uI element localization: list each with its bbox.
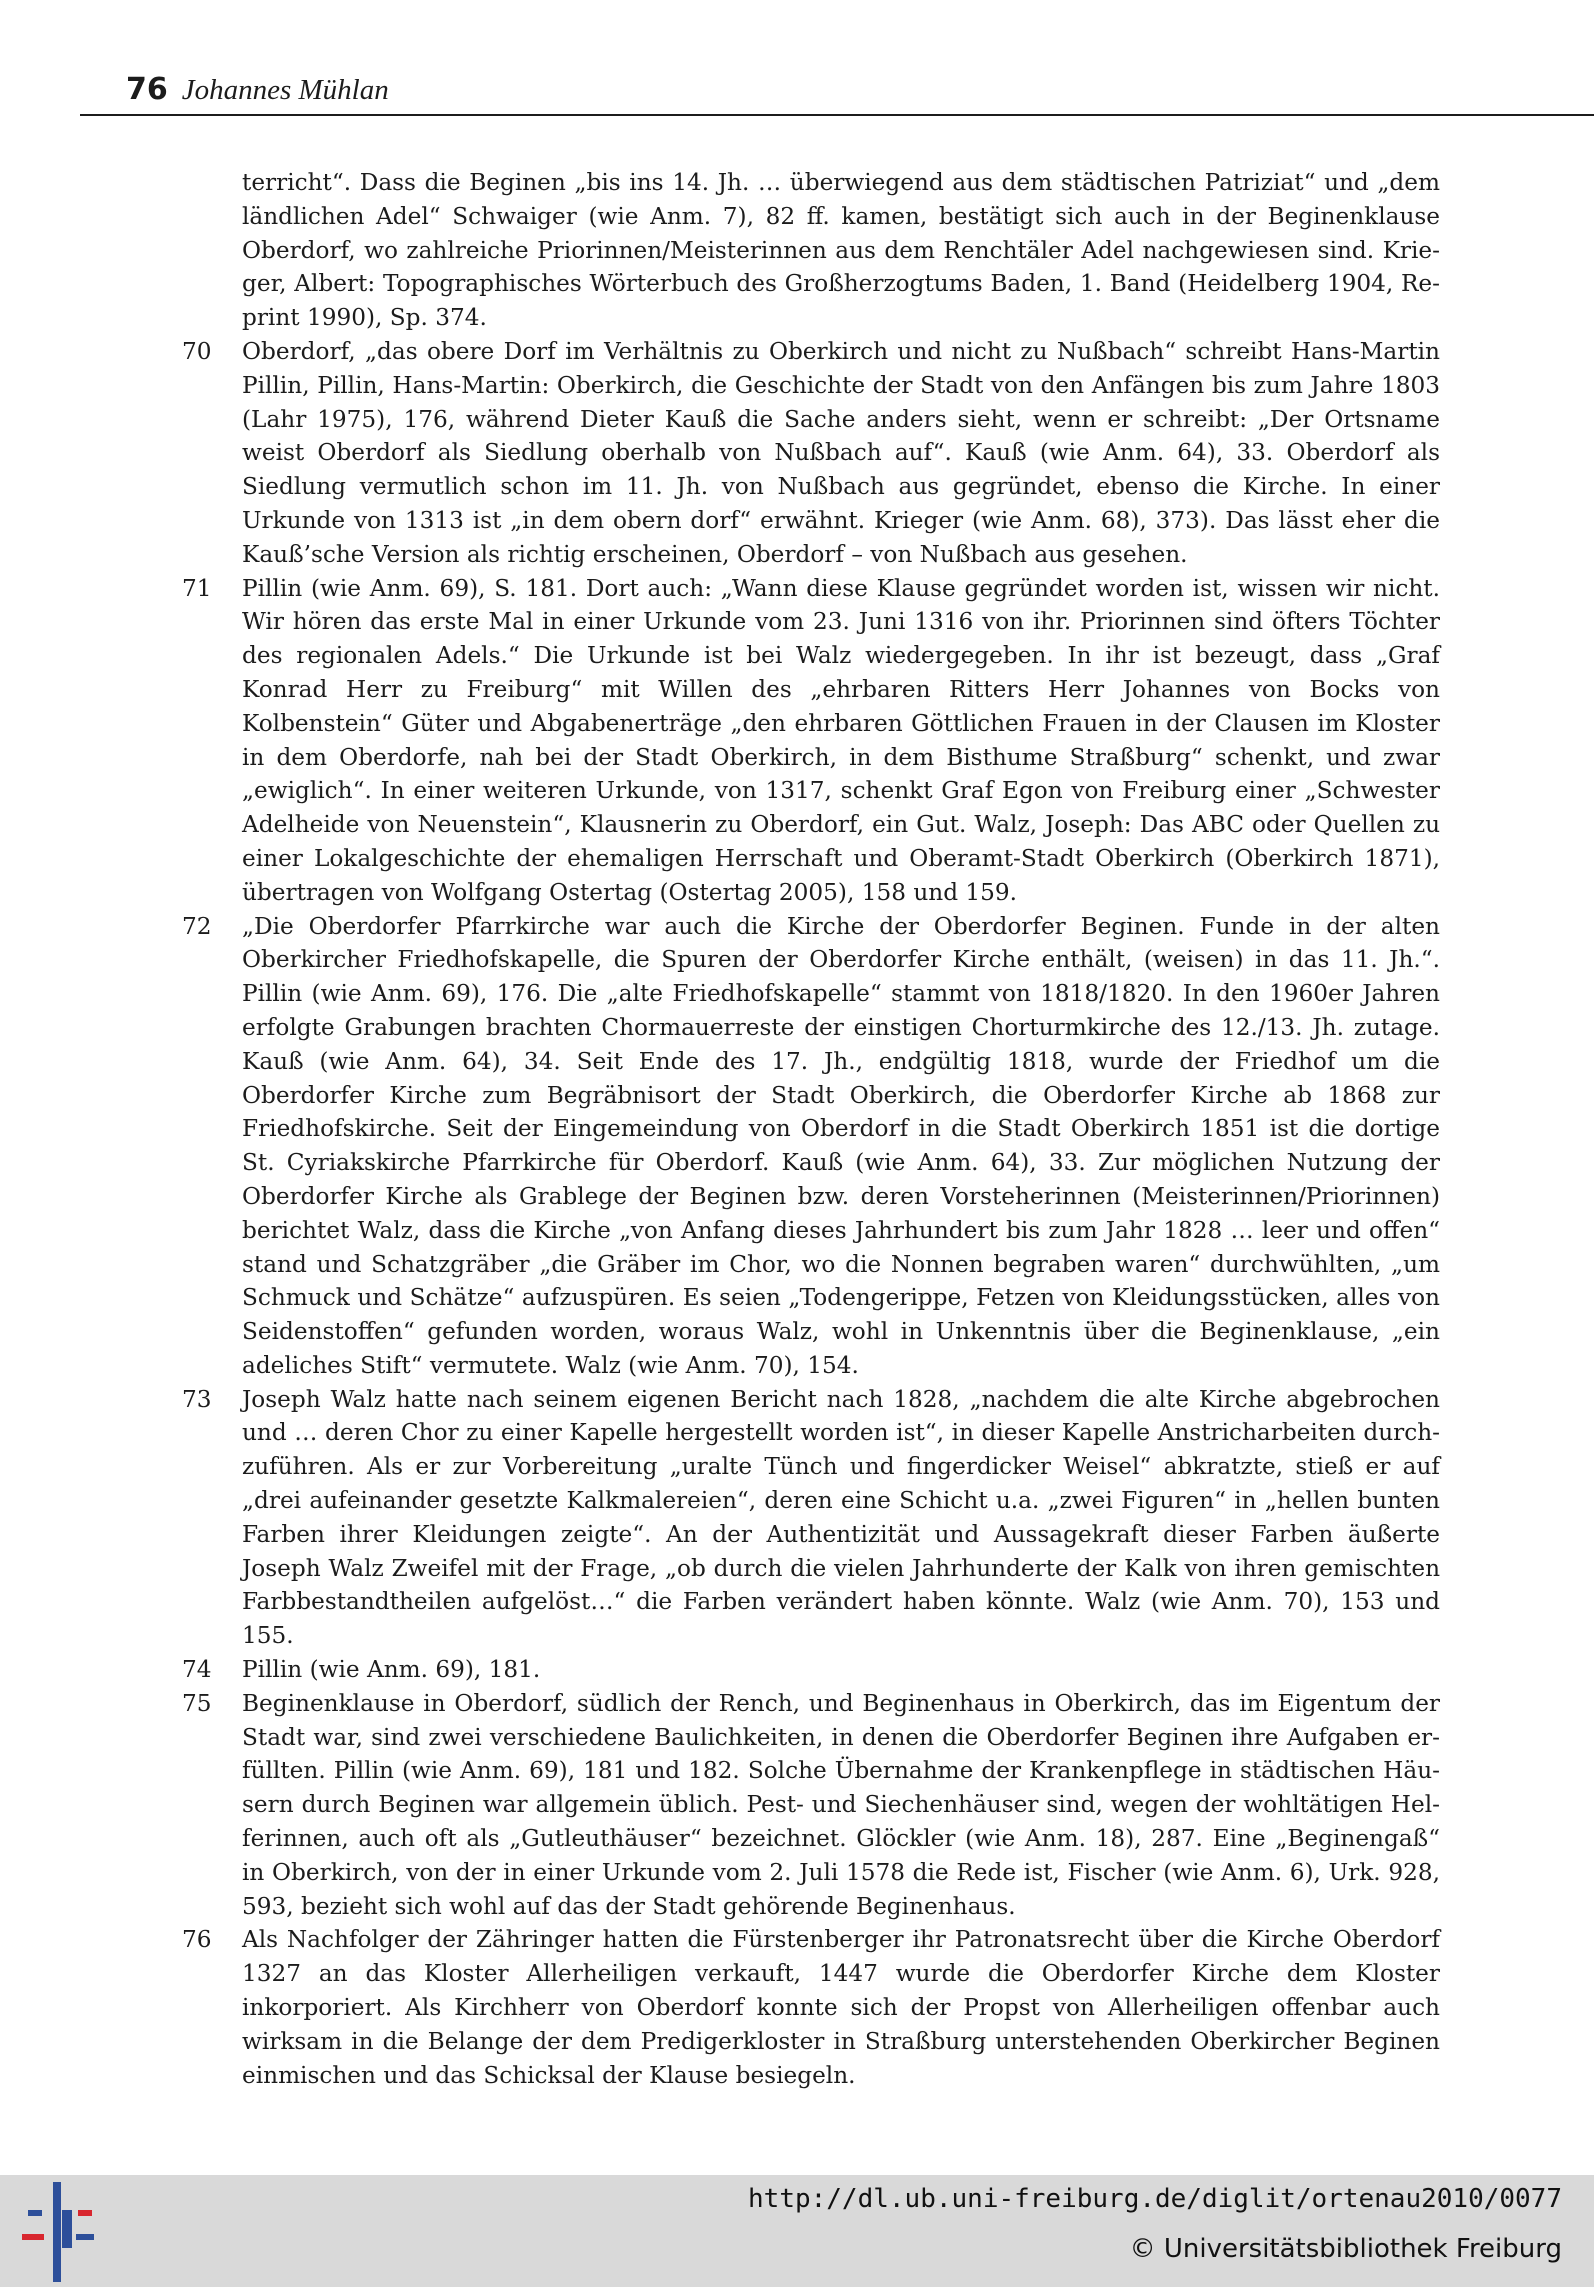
- footnote-number: 74: [182, 1656, 212, 1684]
- footnote-text: „Die Oberdorfer Pfarrkirche war auch die Kirche der Oberdorfer Beginen. Funde in der alten Oberkircher Friedhofskapelle, die Spuren der Oberdorfer Kirche enthält, (weisen) in das 11. Jh.“. Pillin (wie Anm. 69), 176. Die „alte Friedhofskapelle“ stammt von 1818/1820. In den 1960er Jahren erfolgte Grabungen brachten Chormauerreste der einstigen Chorturmkirche des 12./13. Jh. zutage. Kauß (wie Anm. 64), 34. Seit Ende des 17. Jh., endgültig 1818, wurde der Friedhof um die Oberdorfer Kirche zum Begräbnisort der Stadt Oberkirch, die Oberdorfer Kirche ab 1868 zur Friedhofskirche. Seit der Eingemeindung von Oberdorf in die Stadt Oberkirch 1851 ist die dortige St. Cyriakskirche Pfarrkirche für Oberdorf. Kauß (wie Anm. 64), 33. Zur möglichen Nutzung der Oberdorfer Kirche als Grablege der Beginen bzw. deren Vorsteherinnen (Meisterinnen/Priorinnen) berichtet Walz, dass die Kirche „von Anfang dieses Jahrhundert bis zum Jahr 1828 … leer und offen“ stand und Schatzgräber „die Gräber im Chor, wo die Nonnen begraben waren“ durchwühlten, „um Schmuck und Schätze“ aufzuspüren. Es seien „Todengerippe, Fetzen von Kleidungsstücken, alles von Seidenstoffen“ gefunden worden, woraus Walz, wohl in Unkenntnis über die Beginenklause, „ein adeliches Stift“ vermutete. Walz (wie Anm. 70), 154.: [242, 912, 1440, 1379]
- footnote-73: [182, 1383, 1440, 1653]
- running-head: [126, 72, 389, 108]
- footnotes-list: [182, 166, 1440, 2092]
- footnote-text: Beginenklause in Oberdorf, südlich der Rench, und Beginenhaus in Oberkirch, das im Eigentum der Stadt war, sind zwei verschiedene Baulichkeiten, in denen die Oberdorfer Beginen ihre Aufgaben erfüllten. Pillin (wie Anm. 69), 181 und 182. Solche Übernahme der Krankenpflege in städtischen Häusern durch Beginen war allgemein üblich. Pest- und Siechenhäuser sind, wegen der wohltätigen Helferinnen, auch oft als „Gutleuthäuser“ bezeichnet. Glöckler (wie Anm. 18), 287. Eine „Beginengaß“ in Oberkirch, von der in einer Urkunde vom 2. Juli 1578 die Rede ist, Fischer (wie Anm. 6), Urk. 928, 593, bezieht sich wohl auf das der Stadt gehörende Beginenhaus.: [242, 1689, 1440, 1920]
- footnote-number: 71: [182, 574, 212, 602]
- footnote-number: 75: [182, 1689, 212, 1717]
- footnote-72: [182, 910, 1440, 1383]
- footnote-text: terricht“. Dass die Beginen „bis ins 14. Jh. … überwiegend aus dem städtischen Patriziat“ und „dem ländlichen Adel“ Schwaiger (wie Anm. 7), 82 ff. kamen, bestätigt sich auch in der Beginenklause Oberdorf, wo zahlreiche Priorinnen/Meisterinnen aus dem Renchtäler Adel nachgewiesen sind. Krieger, Albert: Topographisches Wörterbuch des Großherzogtums Baden, 1. Band (Heidelberg 1904, Reprint 1990), Sp. 374.: [242, 169, 1440, 332]
- footnote-75: [182, 1687, 1440, 1924]
- page-number: 76: [126, 72, 168, 107]
- footnote-text: Als Nachfolger der Zähringer hatten die Fürstenberger ihr Patronatsrecht über die Kirche Oberdorf 1327 an das Kloster Allerheiligen verkauft, 1447 wurde die Oberdorfer Kirche dem Kloster inkorporiert. Als Kirchherr von Oberdorf konnte sich der Propst von Allerheiligen offenbar auch wirksam in die Belange der dem Predigerkloster in Straßburg unterstehenden Oberkircher Beginen einmischen und das Schicksal der Klause besiegeln.: [242, 1926, 1440, 2089]
- footnote-number: 70: [182, 337, 212, 365]
- footnote-76: [182, 1923, 1440, 2092]
- footnote-74: [182, 1653, 1440, 1687]
- running-head-author: Johannes Mühlan: [181, 74, 389, 106]
- footnote-number: 76: [182, 1926, 212, 1954]
- footnote-number: 73: [182, 1385, 212, 1413]
- copyright-notice: © Universitätsbibliothek Freiburg: [1129, 2234, 1562, 2264]
- footnote-continued: [182, 166, 1440, 335]
- footnote-number: 72: [182, 912, 212, 940]
- footnote-text: Joseph Walz hatte nach seinem eigenen Bericht nach 1828, „nachdem die alte Kirche abgebrochen und … deren Chor zu einer Kapelle hergestellt worden ist“, in dieser Kapelle Anstricharbeiten durchzuführen. Als er zur Vorbereitung „uralte Tünch und fingerdicker Weisel“ abkratzte, stieß er auf „drei aufeinander gesetzte Kalkmalereien“, deren eine Schicht u.a. „zwei Figuren“ in „hellen bunten Farben ihrer Kleidungen zeigte“. An der Authentizität und Aussagekraft dieser Farben äußerte Joseph Walz Zweifel mit der Frage, „ob durch die vielen Jahrhunderte der Kalk von ihren gemischten Farbbestandtheilen aufgelöst…“ die Farben verändert haben könnte. Walz (wie Anm. 70), 153 und 155.: [242, 1385, 1440, 1650]
- header-rule: [80, 114, 1594, 116]
- footnote-71: [182, 572, 1440, 910]
- footnote-text: Oberdorf, „das obere Dorf im Verhältnis zu Oberkirch und nicht zu Nußbach“ schreibt Hans-Martin Pillin, Pillin, Hans-Martin: Oberkirch, die Geschichte der Stadt von den Anfängen bis zum Jahre 1803 (Lahr 1975), 176, während Dieter Kauß die Sache anders sieht, wenn er schreibt: „Der Ortsname weist Oberdorf als Siedlung oberhalb von Nußbach auf“. Kauß (wie Anm. 64), 33. Oberdorf als Siedlung vermutlich schon im 11. Jh. von Nußbach aus gegründet, ebenso die Kirche. In einer Urkunde von 1313 ist „in dem obern dorf“ erwähnt. Krieger (wie Anm. 68), 373). Das lässt eher die Kauß’sche Version als richtig erscheinen, Oberdorf – von Nußbach aus gesehen.: [242, 337, 1440, 568]
- footnote-text: Pillin (wie Anm. 69), S. 181. Dort auch: „Wann diese Klause gegründet worden ist, wissen wir nicht. Wir hören das erste Mal in einer Urkunde vom 23. Juni 1316 von ihr. Priorinnen sind öfters Töchter des regionalen Adels.“ Die Urkunde ist bei Walz wiedergegeben. In ihr ist bezeugt, dass „Graf Konrad Herr zu Freiburg“ mit Willen des „ehrbaren Ritters Herr Johannes von Bocks von Kolbenstein“ Güter und Abgabenerträge „den ehrbaren Göttlichen Frauen in der Clausen im Kloster in dem Oberdorfe, nah bei der Stadt Oberkirch, in dem Bisthume Straßburg“ schenkt, und zwar „ewiglich“. In einer weiteren Urkunde, von 1317, schenkt Graf Egon von Freiburg einer „Schwester Adelheide von Neuenstein“, Klausnerin zu Oberdorf, ein Gut. Walz, Joseph: Das ABC oder Quellen zu einer Lokalgeschichte der ehemaligen Herrschaft und Oberamt-Stadt Oberkirch (Oberkirch 1871), übertragen von Wolfgang Ostertag (Ostertag 2005), 158 und 159.: [242, 574, 1440, 906]
- footnote-70: [182, 335, 1440, 572]
- source-url-link[interactable]: http://dl.ub.uni-freiburg.de/diglit/ortenau2010/0077: [748, 2184, 1562, 2214]
- footnote-text: Pillin (wie Anm. 69), 181.: [242, 1656, 541, 1684]
- ub-freiburg-logo-icon: [20, 2180, 100, 2284]
